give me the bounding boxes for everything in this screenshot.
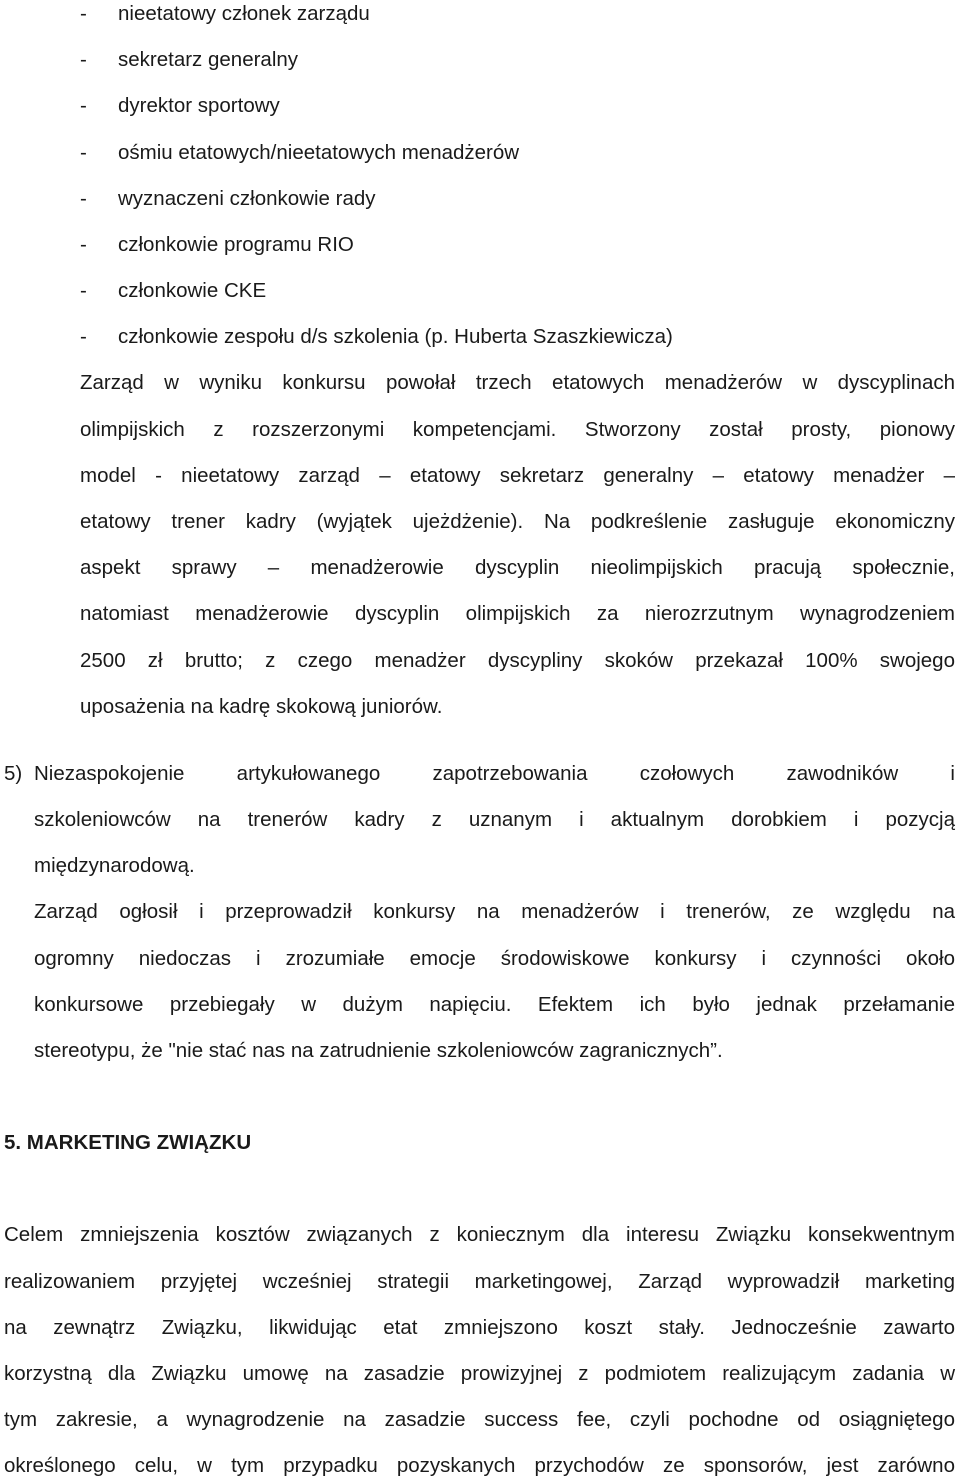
text-line: określonego celu, w tym przypadku pozyskanych przychodów ze sponsorów, jest zarówno — [4, 1454, 955, 1477]
text-line: na zewnątrz Związku, likwidując etat zmniejszono koszt stały. Jednocześnie zawarto — [4, 1316, 955, 1339]
text-line: etatowy trener kadry (wyjątek ujeżdżenie). Na podkreślenie zasługuje ekonomiczny — [80, 510, 955, 533]
text-line: tym zakresie, a wynagrodzenie na zasadzie success fee, czyli pochodne od osiągniętego — [4, 1408, 955, 1431]
text-line: Zarząd w wyniku konkursu powołał trzech etatowych menadżerów w dyscyplinach — [80, 371, 955, 394]
text-line: uposażenia na kadrę skokową juniorów. — [80, 695, 443, 718]
text-line: natomiast menadżerowie dyscyplin olimpijskich za nierozrzutnym wynagrodzeniem — [80, 602, 955, 625]
text-line: Celem zmniejszenia kosztów związanych z koniecznym dla interesu Związku konsekwentnym — [4, 1223, 955, 1246]
text-line: korzystną dla Związku umowę na zasadzie prowizyjnej z podmiotem realizującym zadania w — [4, 1362, 955, 1385]
text-line: konkursowe przebiegały w dużym napięciu. Efektem ich było jednak przełamanie — [34, 993, 955, 1016]
item-number: 5) — [4, 762, 23, 785]
text-line: realizowaniem przyjętej wcześniej strategii marketingowej, Zarząd wyprowadził marketing — [4, 1270, 955, 1293]
text-line: aspekt sprawy – menadżerowie dyscyplin nieolimpijskich pracują społecznie, — [80, 556, 955, 579]
text-line: model - nieetatowy zarząd – etatowy sekretarz generalny – etatowy menadżer – — [80, 464, 955, 487]
text-line: Zarząd ogłosił i przeprowadził konkursy na menadżerów i trenerów, ze względu na — [34, 900, 955, 923]
section-heading: 5. MARKETING ZWIĄZKU — [4, 1131, 252, 1154]
text-line: szkoleniowców na trenerów kadry z uznanym i aktualnym dorobkiem i pozycją — [34, 808, 955, 831]
text-line: międzynarodową. — [34, 854, 195, 877]
text-line: olimpijskich z rozszerzonymi kompetencjami. Stworzony został prosty, pionowy — [80, 418, 955, 441]
text-line: ogromny niedoczas i zrozumiałe emocje środowiskowe konkursy i czynności około — [34, 947, 955, 970]
text-line: Niezaspokojenie artykułowanego zapotrzebowania czołowych zawodników i — [34, 762, 955, 785]
text-line: stereotypu, że "nie stać nas na zatrudnienie szkoleniowców zagranicznych”. — [34, 1039, 723, 1062]
text-line: 2500 zł brutto; z czego menadżer dyscypliny skoków przekazał 100% swojego — [80, 649, 955, 672]
